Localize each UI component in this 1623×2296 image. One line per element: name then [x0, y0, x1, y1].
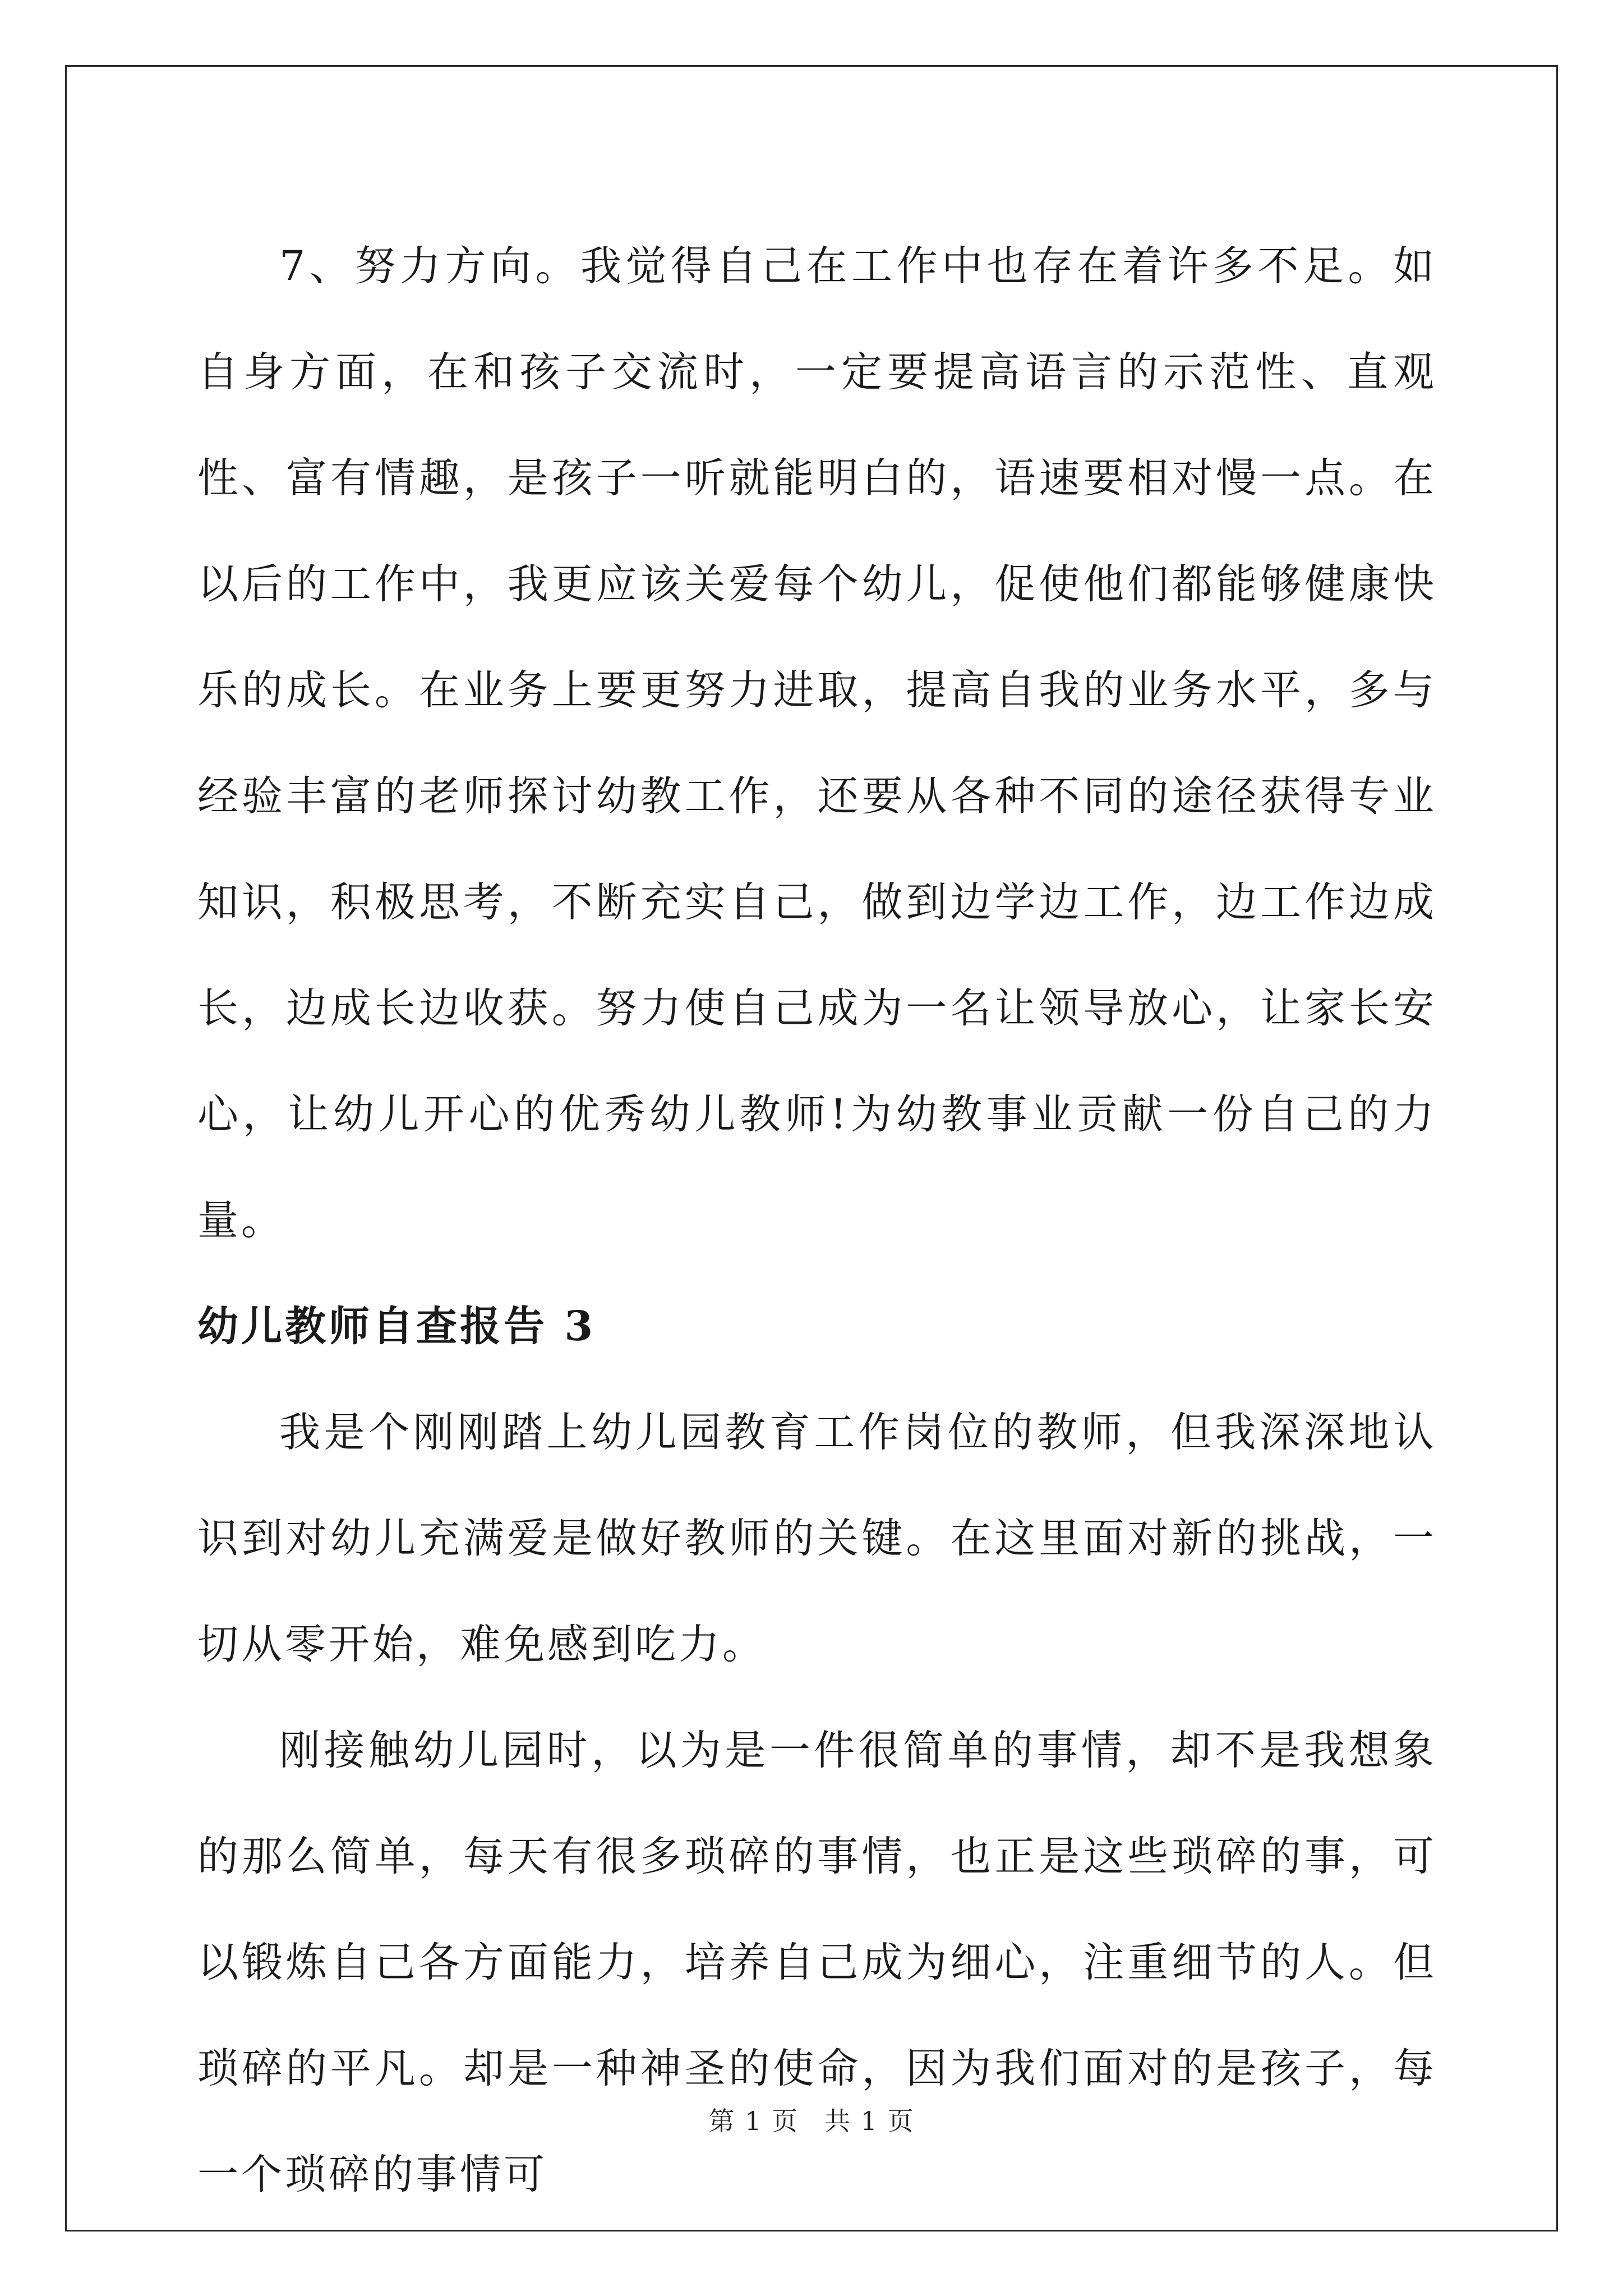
page-number-total: 共 1 页 [824, 2106, 915, 2136]
document-body [197, 213, 1437, 2228]
paragraph-work-direction: 7、努力方向。我觉得自己在工作中也存在着许多不足。如自身方面，在和孩子交流时，一定要提高语言的示范性、直观性、富有情趣，是孩子一听就能明白的，语速要相对慢一点。在以后的工作中，我更应该关爱每个幼儿，促使他们都能够健康快乐的成长。在业务上要更努力进取，提高自我的业务水平，多与经验丰富的老师探讨幼教工作，还要从各种不同的途径获得专业知识，积极思考，不断充实自己，做到边学边工作，边工作边成长，边成长边收获。努力使自己成为一名让领导放心，让家长安心，让幼儿开心的优秀幼儿教师!为幼教事业贡献一份自己的力量。 [197, 242, 1437, 1244]
paragraph-daily-work: 刚接触幼儿园时，以为是一件很简单的事情，却不是我想象的那么简单，每天有很多琐碎的事情，也正是这些琐碎的事，可以锻炼自己各方面能力，培养自己成为细心，注重细节的人。但琐碎的平凡。却是一种神圣的使命，因为我们面对的是孩子，每一个琐碎的事情可 [197, 1727, 1437, 2198]
section-title: 幼儿教师自查报告 3 [197, 1302, 596, 1350]
page-number-current: 第 1 页 [708, 2106, 799, 2136]
page-footer [0, 2101, 1623, 2138]
paragraph-intro: 我是个刚刚踏上幼儿园教育工作岗位的教师，但我深深地认识到对幼儿充满爱是做好教师的关键。在这里面对新的挑战，一切从零开始，难免感到吃力。 [197, 1409, 1437, 1668]
